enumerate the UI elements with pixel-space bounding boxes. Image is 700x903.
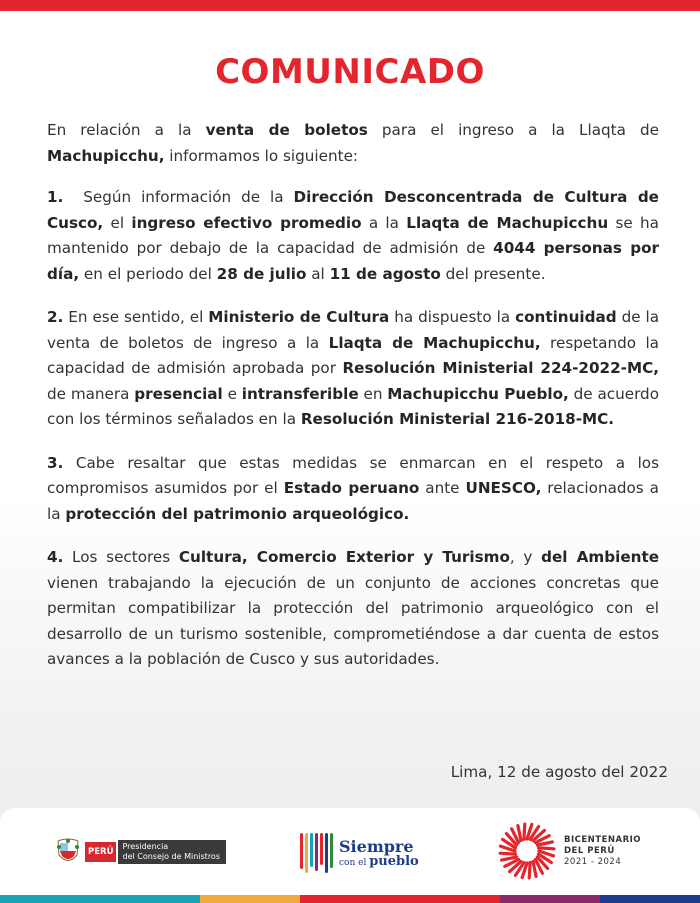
stripe-segment	[0, 895, 100, 903]
bicentenario-emblem-icon	[498, 822, 556, 880]
paragraph-4: 4. Los sectores Cultura, Comercio Exterior y Turismo, y del Ambiente vienen trabajando la ejecución de un conjunto de acciones concretas que permitan compatibilizar la protección del patrimonio arqueológico con el desarrollo de un turismo sostenible, comprometiéndose a dar cuenta de estos avances a la población de Cusco y sus autoridades.	[47, 548, 659, 668]
siempre-bars-icon	[300, 833, 333, 873]
date-signoff: Lima, 12 de agosto del 2022	[450, 763, 668, 781]
top-red-bar	[0, 0, 700, 11]
pcm-peru-label: PERÚ	[85, 842, 116, 862]
siempre-con-el-pueblo-logo: Siempre con el pueblo	[300, 831, 419, 875]
bicentenario-logo: BICENTENARIO DEL PERÚ 2021 - 2024	[498, 822, 641, 880]
stripe-segment	[600, 895, 700, 903]
pcm-logo	[55, 835, 226, 869]
stripe-segment	[200, 895, 300, 903]
stripe-segment	[400, 895, 500, 903]
intro-paragraph: En relación a la venta de boletos para el ingreso a la Llaqta de Machupicchu, informamos lo siguiente:	[47, 121, 659, 165]
stripe-segment	[500, 895, 600, 903]
peru-shield-icon	[55, 837, 81, 867]
stripe-segment	[300, 895, 400, 903]
paragraph-1: 1. Según información de la Dirección Desconcentrada de Cultura de Cusco, el ingreso efectivo promedio a la Llaqta de Machupicchu se ha mantenido por debajo de la capacidad de admisión de 4044 personas por día, en el periodo del 28 de julio al 11 de agosto del presente.	[47, 188, 659, 283]
page-title: COMUNICADO	[215, 52, 485, 92]
paragraph-2: 2. En ese sentido, el Ministerio de Cultura ha dispuesto la continuidad de la venta de boletos de ingreso a la Llaqta de Machupicchu, respetando la capacidad de admisión aprobada por Resolución Ministerial 224-2022-MC, de manera presencial e intransferible en Machupicchu Pueblo, de acuerdo con los términos señalados en la Resolución Ministerial 216-2018-MC.	[47, 308, 660, 428]
communique-body	[47, 118, 659, 691]
paragraph-3: 3. Cabe resaltar que estas medidas se enmarcan en el respeto a los compromisos asumidos por el Estado peruano ante UNESCO, relacionados a la protección del patrimonio arqueológico.	[47, 453, 659, 523]
stripe-segment	[100, 895, 200, 903]
pcm-name: Presidencia del Consejo de Ministros	[118, 840, 226, 864]
bottom-color-stripe	[0, 895, 700, 903]
